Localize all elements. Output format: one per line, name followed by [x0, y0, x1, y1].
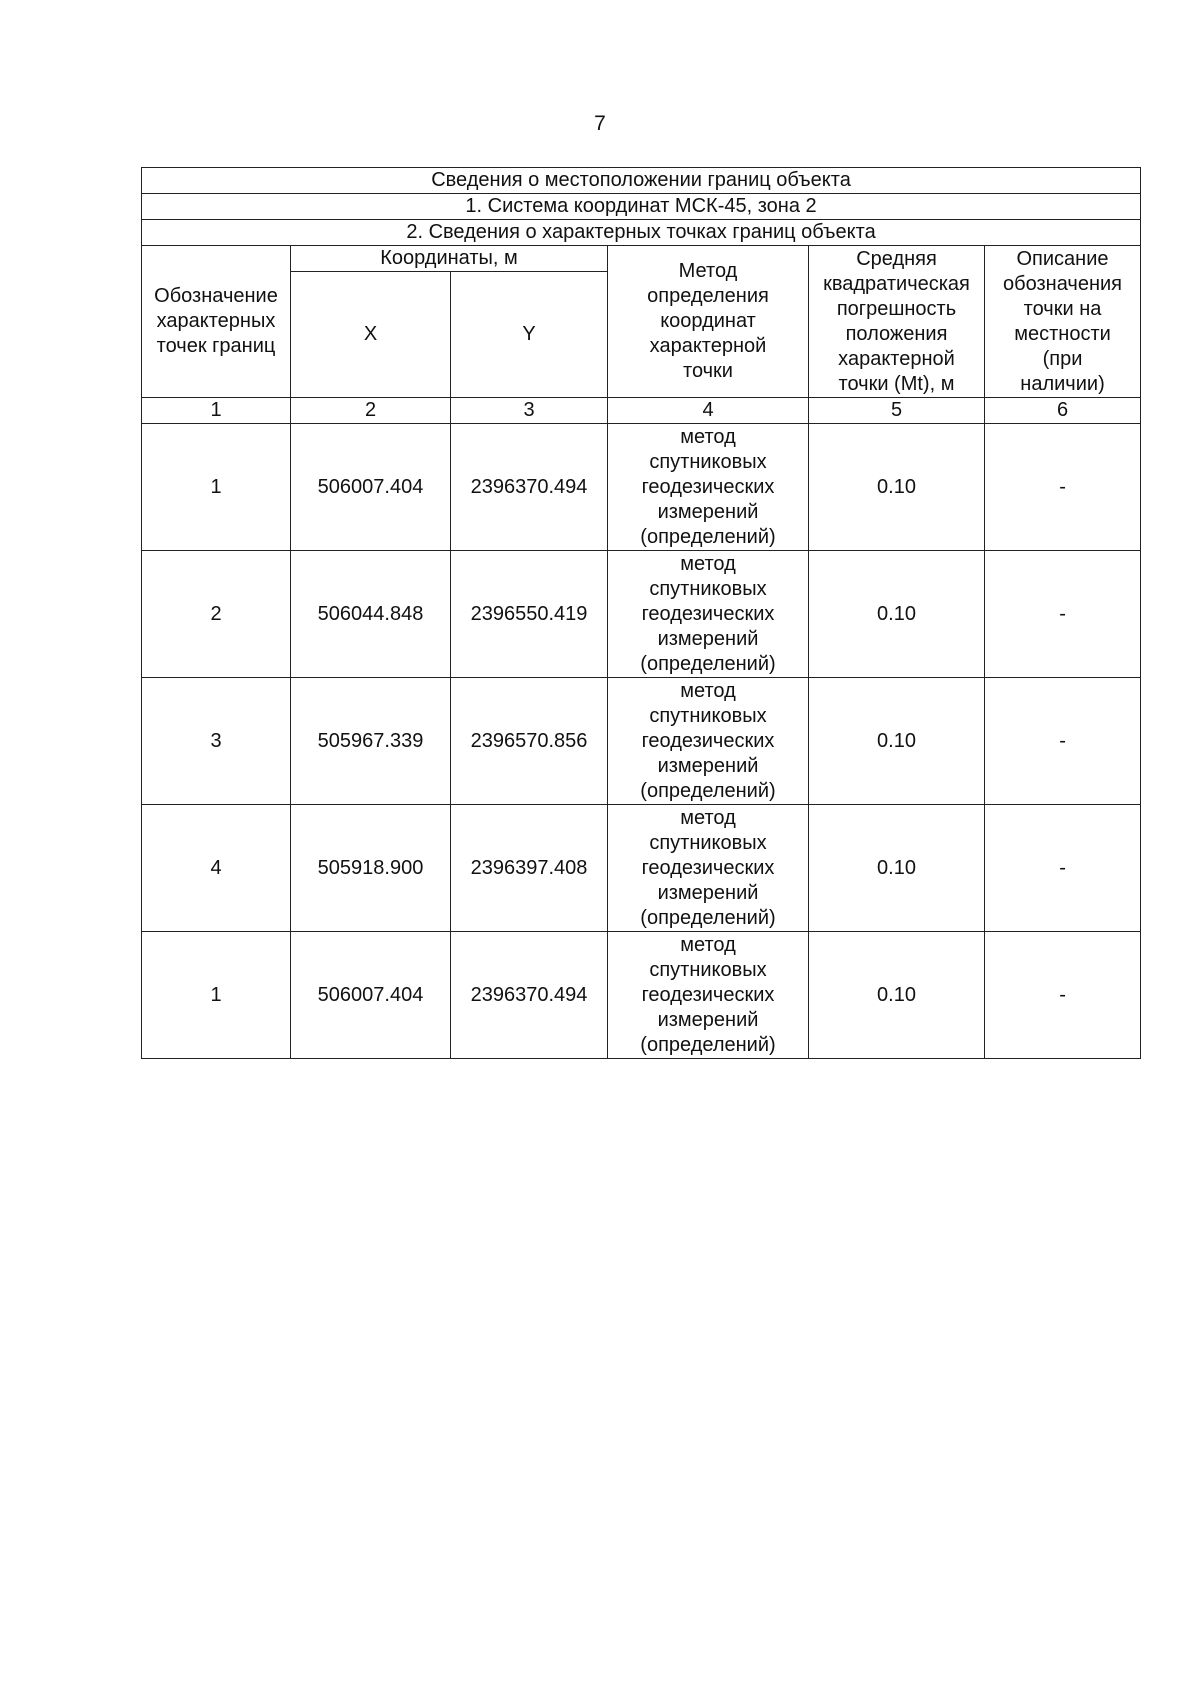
header-x: X	[291, 272, 451, 398]
coordinate-system-row	[142, 194, 1141, 220]
point-number: 1	[142, 424, 291, 551]
column-number: 1	[142, 398, 291, 424]
header-designation: Обозначение характерных точек границ	[142, 246, 291, 398]
table-row	[142, 678, 1141, 805]
coord-y: 2396370.494	[451, 932, 608, 1059]
description-value: -	[985, 805, 1141, 932]
header-error: Средняя квадратическая погрешность положения характерной точки (Mt), м	[809, 246, 985, 398]
coord-y: 2396397.408	[451, 805, 608, 932]
column-number: 3	[451, 398, 608, 424]
coord-x: 505967.339	[291, 678, 451, 805]
error-value: 0.10	[809, 678, 985, 805]
coord-x: 506007.404	[291, 424, 451, 551]
error-value: 0.10	[809, 805, 985, 932]
method-cell: метод спутниковых геодезических измерений (определений)	[608, 805, 809, 932]
coord-x: 506044.848	[291, 551, 451, 678]
header-coordinates: Координаты, м	[291, 246, 608, 272]
table-row	[142, 551, 1141, 678]
method-cell: метод спутниковых геодезических измерений (определений)	[608, 678, 809, 805]
header-description: Описание обозначения точки на местности (при наличии)	[985, 246, 1141, 398]
header-method: Метод определения координат характерной точки	[608, 246, 809, 398]
page-number: 7	[594, 112, 606, 135]
column-numbers-row	[142, 398, 1141, 424]
error-value: 0.10	[809, 551, 985, 678]
method-cell: метод спутниковых геодезических измерений (определений)	[608, 551, 809, 678]
table-title: Сведения о местоположении границ объекта	[142, 168, 1141, 194]
description-value: -	[985, 551, 1141, 678]
description-value: -	[985, 678, 1141, 805]
points-section-label: 2. Сведения о характерных точках границ объекта	[142, 220, 1141, 246]
table-title-row	[142, 168, 1141, 194]
coord-y: 2396550.419	[451, 551, 608, 678]
column-number: 2	[291, 398, 451, 424]
coord-y: 2396370.494	[451, 424, 608, 551]
table-row	[142, 932, 1141, 1059]
table-row	[142, 424, 1141, 551]
header-y: Y	[451, 272, 608, 398]
point-number: 3	[142, 678, 291, 805]
table-row	[142, 805, 1141, 932]
column-number: 5	[809, 398, 985, 424]
points-section-row	[142, 220, 1141, 246]
point-number: 1	[142, 932, 291, 1059]
point-number: 4	[142, 805, 291, 932]
header-row-1	[142, 246, 1141, 272]
boundary-points-table	[141, 167, 1141, 1059]
method-cell: метод спутниковых геодезических измерений (определений)	[608, 932, 809, 1059]
error-value: 0.10	[809, 932, 985, 1059]
coord-x: 505918.900	[291, 805, 451, 932]
method-cell: метод спутниковых геодезических измерений (определений)	[608, 424, 809, 551]
coord-x: 506007.404	[291, 932, 451, 1059]
description-value: -	[985, 932, 1141, 1059]
coordinate-system-label: 1. Система координат МСК-45, зона 2	[142, 194, 1141, 220]
column-number: 6	[985, 398, 1141, 424]
point-number: 2	[142, 551, 291, 678]
description-value: -	[985, 424, 1141, 551]
coord-y: 2396570.856	[451, 678, 608, 805]
column-number: 4	[608, 398, 809, 424]
error-value: 0.10	[809, 424, 985, 551]
